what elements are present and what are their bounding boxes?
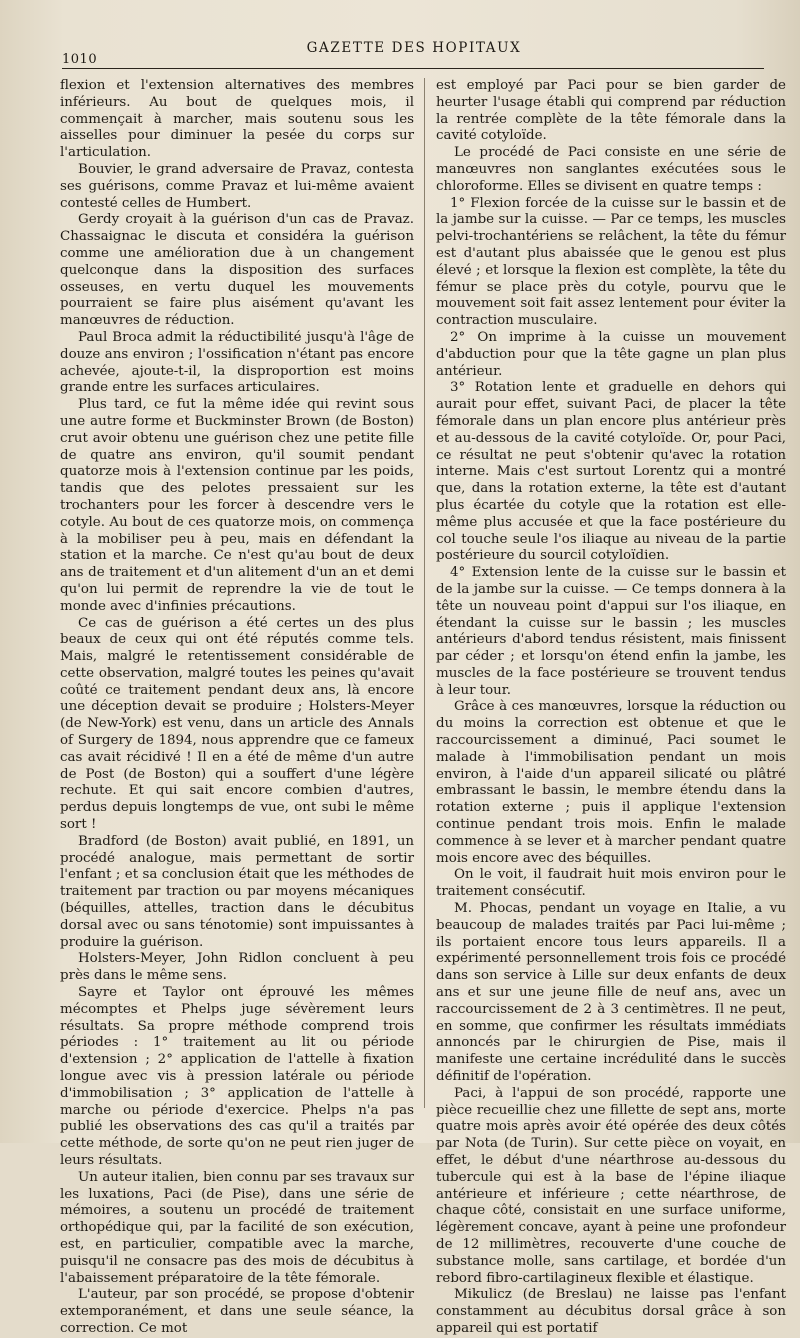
right-column — [436, 78, 786, 1336]
paragraph: M. Phocas, pendant un voyage en Italie, a vu beaucoup de malades traités par Paci lui-même ; ils portaient encore tous leurs appareils. Il a expérimenté personnellement trois fois ce procédé dans son service à Lille sur deux enfants de deux ans et sur une jeune fille de neuf ans, avec un raccourcissement de 2 à 3 centimètres. Il ne peut, en somme, que confirmer les résultats immédiats annoncés par le chirurgien de Pise, mais il manifeste une certaine incrédulité dans le succès définitif de l'opération. — [436, 901, 786, 1085]
paragraph: Mikulicz (de Breslau) ne laisse pas l'enfant constamment au décubitus dorsal grâce à son appareil qui est portatif — [436, 1287, 786, 1336]
paragraph: Grâce à ces manœuvres, lorsque la réduction ou du moins la correction est obtenue et que le raccourcissement a diminué, Paci soumet le malade à l'immobilisation pendant un mois environ, à l'aide d'un appareil silicaté ou plâtré embrassant le bassin, le membre étendu dans la rotation externe ; puis il applique l'extension continue pendant trois mois. Enfin le malade commence à se lever et à marcher pendant quatre mois encore avec des béquilles. — [436, 699, 786, 866]
paragraph: Bouvier, le grand adversaire de Pravaz, contesta ses guérisons, comme Pravaz et lui-même avaient contesté celles de Humbert. — [60, 161, 414, 211]
list-item: 4° Extension lente de la cuisse sur le bassin et de la jambe sur la cuisse. — Ce temps donnera à la tête un nouveau point d'appui sur l'os iliaque, en étendant la cuisse sur le bassin ; les muscles antérieurs d'abord tendus résistent, mais finissent par céder ; et lorsqu'on étend enfin la jambe, les muscles de la face postérieure se trouvent tendus à leur tour. — [436, 565, 786, 698]
paragraph: Holsters-Meyer, John Ridlon concluent à peu près dans le même sens. — [60, 951, 414, 984]
page-header — [62, 38, 766, 68]
paragraph: Un auteur italien, bien connu par ses travaux sur les luxations, Paci (de Pise), dans une série de mémoires, a soutenu un procédé de traitement orthopédique qui, par la facilité de son exécution, est, en particulier, compatible avec la marche, puisqu'il ne consacre pas des mois de décubitus à l'abaissement préparatoire de la tête fémorale. — [60, 1169, 414, 1286]
paragraph: Bradford (de Boston) avait publié, en 1891, un procédé analogue, mais permettant de sortir l'enfant ; et sa conclusion était que les méthodes de traitement par traction ou par moyens mécaniques (béquilles, attelles, traction dans le décubitus dorsal avec ou sans ténotomie) sont impuissantes à produire la guérison. — [60, 833, 414, 950]
page-number: 1010 — [62, 52, 98, 67]
paragraph: On le voit, il faudrait huit mois environ pour le traitement consécutif. — [436, 867, 786, 900]
paragraph: Paci, à l'appui de son procédé, rapporte une pièce recueillie chez une fillette de sept ans, morte quatre mois après avoir été opérée des deux côtés par Nota (de Turin). Sur cette pièce on voyait, en effet, le début d'une néarthrose au-dessous du tubercule qui est à la base de l'épine iliaque antérieure et inférieure ; cette néarthrose, de chaque côté, consistait en une surface uniforme, légèrement concave, ayant à peine une profondeur de 12 millimètres, recouverte d'une couche de substance molle, sans cartilage, et bordée d'un rebord fibro-cartilagineux flexible et élastique. — [436, 1085, 786, 1286]
paragraph: L'auteur, par son procédé, se propose d'obtenir extemporanément, et dans une seule séance, la correction. Ce mot — [60, 1287, 414, 1336]
paragraph: flexion et l'extension alternatives des membres inférieurs. Au bout de quelques mois, il commençait à marcher, mais soutenu sous les aisselles pour diminuer la pesée du corps sur l'articulation. — [60, 78, 414, 161]
list-item: 3° Rotation lente et graduelle en dehors qui aurait pour effet, suivant Paci, de placer la tête fémorale dans un plan encore plus antérieur près et au-dessous de la cavité cotyloïde. Or, pour Paci, ce résultat ne peut s'obtenir qu'avec la rotation interne. Mais c'est surtout Lorentz qui a montré que, dans la rotation externe, la tête est d'autant plus écartée du cotyle que la rotation est elle-même plus accusée et que la face postérieure du col touche seule l'os iliaque au niveau de la partie postérieure du sourcil cotyloïdien. — [436, 380, 786, 564]
paragraph: Le procédé de Paci consiste en une série de manœuvres non sanglantes exécutées sous le chloroforme. Elles se divisent en quatre temps : — [436, 145, 786, 194]
paragraph: Paul Broca admit la réductibilité jusqu'à l'âge de douze ans environ ; l'ossification n'étant pas encore achevée, ajoute-t-il, la disproportion est moins grande entre les surfaces articulaires. — [60, 329, 414, 396]
paragraph: Sayre et Taylor ont éprouvé les mêmes mécomptes et Phelps juge sévèrement leurs résultats. Sa propre méthode comprend trois périodes : 1° traitement au lit ou période d'extension ; 2° application de l'attelle à fixation longue avec vis à pression latérale ou période d'immobilisation ; 3° application de l'attelle à marche ou période d'exercice. Phelps n'a pas publié les observations des cas qu'il a traités par cette méthode, de sorte qu'on ne peut rien juger de leurs résultats. — [60, 985, 414, 1168]
header-rule — [62, 68, 764, 69]
paragraph: Plus tard, ce fut la même idée qui revint sous une autre forme et Buckminster Brown (de Boston) crut avoir obtenu une guérison chez une petite fille de quatre ans environ, qu'il soumit pendant quatorze mois à l'extension continue par les poids, tandis que des pelotes pressaient sur les trochanters pour les forcer à descendre vers le cotyle. Au bout de ces quatorze mois, on commença à la mobiliser peu à peu, mais en défendant la station et la marche. Ce n'est qu'au bout de deux ans de traitement et d'un alitement d'un an et demi qu'on lui permit de reprendre la vie de tout le monde avec d'infinies précautions. — [60, 397, 414, 614]
paragraph: est employé par Paci pour se bien garder de heurter l'usage établi qui comprend par réduction la rentrée complète de la tête fémorale dans la cavité cotyloïde. — [436, 78, 786, 144]
journal-title: GAZETTE DES HOPITAUX — [306, 40, 522, 56]
column-divider — [424, 78, 425, 1108]
list-item: 1° Flexion forcée de la cuisse sur le bassin et de la jambe sur la cuisse. — Par ce temps, les muscles pelvi-trochantériens se relâchent, la tête du fémur est d'autant plus abaissée que le genou est plus élevé ; et lorsque la flexion est complète, la tête du fémur se place près du cotyle, pourvu que le mouvement soit fait assez lentement pour éviter la contraction musculaire. — [436, 195, 786, 329]
list-item: 2° On imprime à la cuisse un mouvement d'abduction pour que la tête gagne un plan plus antérieur. — [436, 329, 786, 379]
paragraph: Ce cas de guérison a été certes un des plus beaux de ceux qui ont été réputés comme tels. Mais, malgré le retentissement considérable de cette observation, malgré toutes les peines qu'avait coûté ce traitement pendant deux ans, là encore une déception devait se produire ; Holsters-Meyer (de New-York) est venu, dans un article des Annals of Surgery de 1894, nous apprendre que ce fameux cas avait récidivé ! Il en a été de même d'un autre de Post (de Boston) qui a souffert d'une légère rechute. Et qui sait encore combien d'autres, perdus depuis longtemps de vue, ont subi le même sort ! — [60, 615, 414, 833]
paragraph: Gerdy croyait à la guérison d'un cas de Pravaz. Chassaignac le discuta et considéra la guérison comme une amélioration due à un changement quelconque dans la disposition des surfaces osseuses, en vertu duquel les mouvements pourraient se faire plus aisément qu'avant les manœuvres de réduction. — [60, 212, 414, 329]
left-column — [60, 78, 414, 1336]
